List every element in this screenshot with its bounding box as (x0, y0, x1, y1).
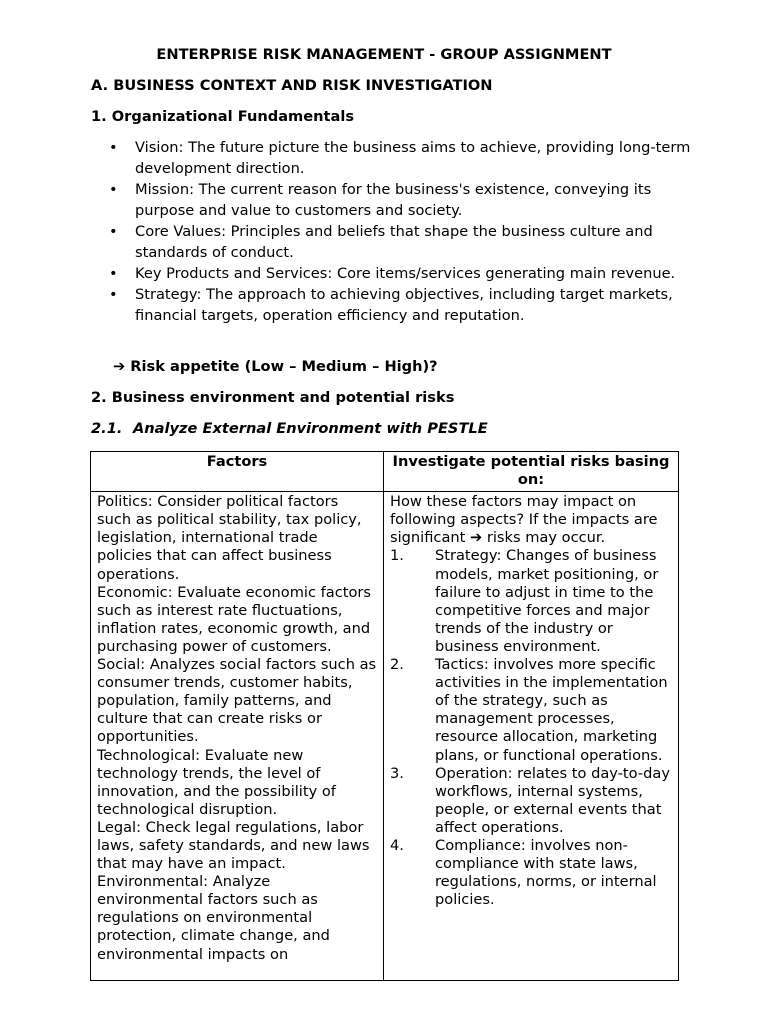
table-row (91, 492, 679, 981)
risks-intro: How these factors may impact on following aspects? If the impacts are significant ➔ risks may occur. (390, 493, 658, 547)
list-item (91, 263, 691, 284)
aspect-tactics: Tactics: involves more specific activities in the implementation of the strategy, such as management processes, resource allocation, marketing plans, or functional operations. (435, 656, 668, 764)
section-2-1-heading (91, 418, 488, 439)
section-2-1-title: Analyze External Environment with PESTLE (133, 420, 488, 437)
section-a-heading: A. BUSINESS CONTEXT AND RISK INVESTIGATION (91, 77, 493, 94)
risk-appetite-question: ➔ Risk appetite (Low – Medium – High)? (113, 358, 438, 375)
bullet-icon: • (109, 223, 118, 240)
risks-cell (384, 492, 679, 981)
list-item-text: Key Products and Services: Core items/services generating main revenue. (135, 265, 676, 282)
pestle-table (90, 451, 679, 981)
item-number: 1. (390, 547, 404, 565)
list-item (390, 765, 672, 837)
factor-social: Social: Analyzes social factors such as consumer trends, customer habits, population, family patterns, and culture that can create risks or opportunities. (97, 656, 377, 746)
list-item (91, 284, 691, 326)
list-item-text: Strategy: The approach to achieving objectives, including target markets, financial targets, operation efficiency and reputation. (135, 286, 673, 324)
bullet-icon: • (109, 139, 118, 156)
bullet-icon: • (109, 181, 118, 198)
list-item (390, 837, 672, 909)
aspects-list (390, 547, 672, 909)
fundamentals-list (91, 137, 691, 326)
factor-politics: Politics: Consider political factors such as political stability, tax policy, legislation, international trade policies that can affect business operations. (97, 493, 362, 583)
item-number: 2. (390, 656, 404, 674)
section-1-heading: 1. Organizational Fundamentals (91, 108, 355, 125)
header-potential-risks: Investigate potential risks basing on: (384, 452, 679, 492)
document-title: ENTERPRISE RISK MANAGEMENT - GROUP ASSIGNMENT (156, 46, 612, 63)
list-item-text: Vision: The future picture the business aims to achieve, providing long-term development direction. (135, 139, 691, 177)
aspect-strategy: Strategy: Changes of business models, market positioning, or failure to adjust in time to the competitive forces and major trends of the industry or business environment. (435, 547, 659, 655)
item-number: 4. (390, 836, 404, 854)
header-factors: Factors (91, 452, 384, 492)
list-item (91, 221, 691, 263)
factors-cell (91, 492, 384, 981)
list-item (91, 179, 691, 221)
list-item (390, 547, 672, 656)
section-2-heading: 2. Business environment and potential risks (91, 389, 455, 406)
section-2-1-number: 2.1. (91, 420, 123, 437)
aspect-operation: Operation: relates to day-to-day workflows, internal systems, people, or external events that affect operations. (435, 764, 670, 836)
aspect-compliance: Compliance: involves non-compliance with state laws, regulations, norms, or internal policies. (435, 836, 657, 909)
factor-economic: Economic: Evaluate economic factors such as interest rate fluctuations, inflation rates, economic growth, and purchasing power of customers. (97, 583, 371, 655)
list-item-text: Core Values: Principles and beliefs that shape the business culture and standards of conduct. (135, 223, 653, 261)
list-item (390, 656, 672, 765)
list-item-text: Mission: The current reason for the business's existence, conveying its purpose and value to customers and society. (135, 181, 652, 219)
factor-legal: Legal: Check legal regulations, labor laws, safety standards, and new laws that may have an impact. (97, 818, 370, 873)
bullet-icon: • (109, 265, 118, 282)
list-item (91, 137, 691, 179)
item-number: 3. (390, 764, 404, 782)
factor-technological: Technological: Evaluate new technology trends, the level of innovation, and the possibility of technological disruption. (97, 746, 336, 818)
bullet-icon: • (109, 286, 118, 303)
table-header-row (91, 452, 679, 492)
factor-environmental: Environmental: Analyze environmental factors such as regulations on environmental protection, climate change, and environmental impacts on (97, 873, 330, 963)
